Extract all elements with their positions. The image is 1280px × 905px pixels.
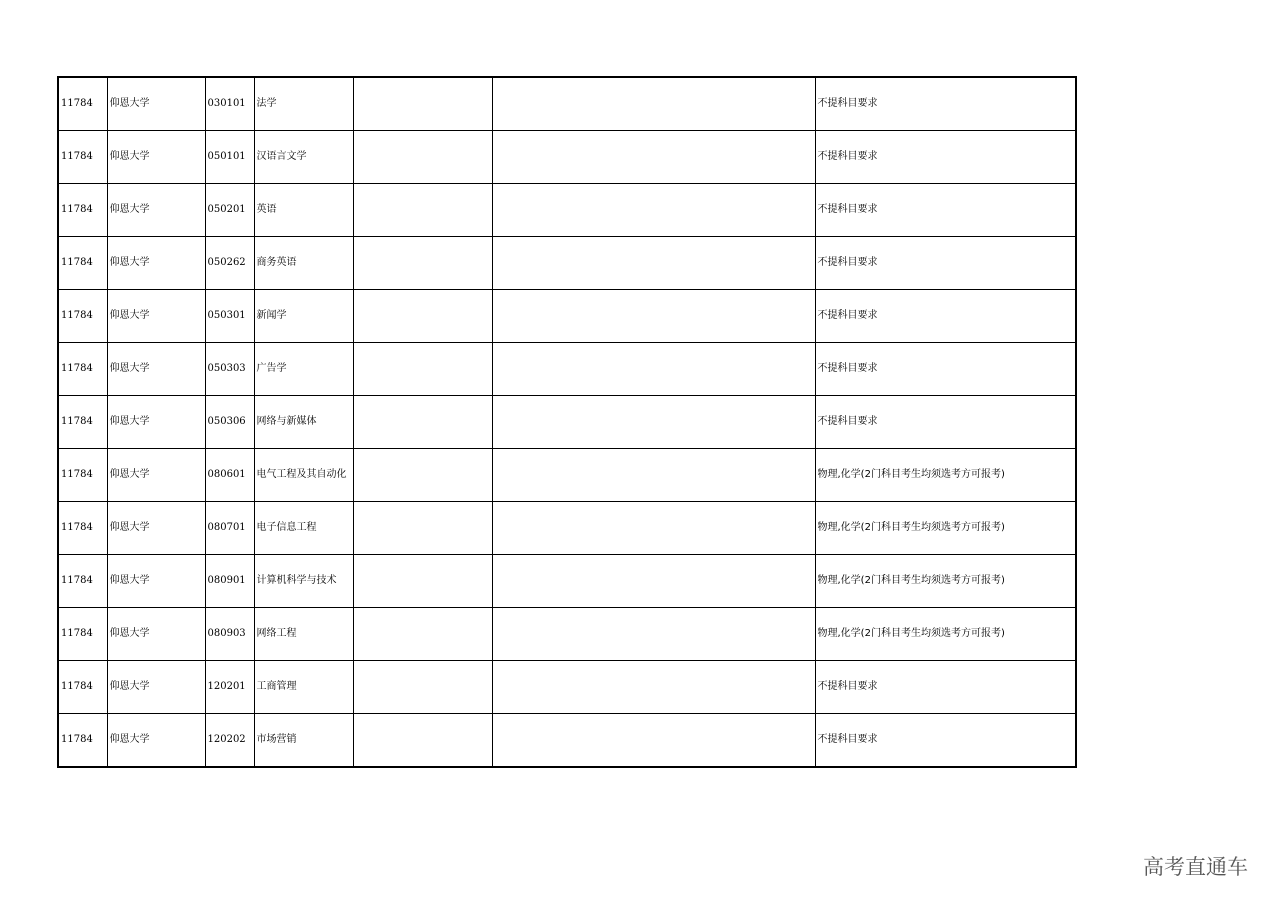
table-row <box>58 131 1076 184</box>
major-name-cell: 工商管理 <box>254 661 353 714</box>
school-code-cell: 11784 <box>58 184 107 237</box>
major-name-cell: 新闻学 <box>254 290 353 343</box>
table-row <box>58 237 1076 290</box>
school-name-cell: 仰恩大学 <box>107 237 205 290</box>
empty-cell-a <box>353 608 492 661</box>
major-name-cell: 汉语言文学 <box>254 131 353 184</box>
subject-requirement-cell: 不提科目要求 <box>815 343 1076 396</box>
empty-cell-a <box>353 555 492 608</box>
subject-requirement-cell: 不提科目要求 <box>815 396 1076 449</box>
major-name-cell: 电气工程及其自动化 <box>254 449 353 502</box>
subject-requirement-cell: 物理,化学(2门科目考生均须选考方可报考) <box>815 449 1076 502</box>
empty-cell-b <box>492 184 815 237</box>
subject-requirement-cell: 不提科目要求 <box>815 661 1076 714</box>
empty-cell-b <box>492 77 815 131</box>
school-code-cell: 11784 <box>58 449 107 502</box>
table-row <box>58 77 1076 131</box>
empty-cell-a <box>353 77 492 131</box>
major-name-cell: 网络工程 <box>254 608 353 661</box>
table-row <box>58 449 1076 502</box>
major-name-cell: 电子信息工程 <box>254 502 353 555</box>
empty-cell-a <box>353 237 492 290</box>
major-name-cell: 计算机科学与技术 <box>254 555 353 608</box>
empty-cell-b <box>492 131 815 184</box>
major-code-cell: 050306 <box>205 396 254 449</box>
major-code-cell: 050262 <box>205 237 254 290</box>
major-name-cell: 市场营销 <box>254 714 353 768</box>
requirements-table <box>57 76 1077 768</box>
school-name-cell: 仰恩大学 <box>107 343 205 396</box>
school-name-cell: 仰恩大学 <box>107 449 205 502</box>
major-code-cell: 030101 <box>205 77 254 131</box>
empty-cell-a <box>353 714 492 768</box>
table-body <box>58 77 1076 767</box>
empty-cell-b <box>492 396 815 449</box>
empty-cell-a <box>353 290 492 343</box>
major-code-cell: 080701 <box>205 502 254 555</box>
empty-cell-a <box>353 661 492 714</box>
empty-cell-b <box>492 714 815 768</box>
table-row <box>58 396 1076 449</box>
empty-cell-b <box>492 449 815 502</box>
table-row <box>58 608 1076 661</box>
major-code-cell: 080903 <box>205 608 254 661</box>
empty-cell-b <box>492 343 815 396</box>
table-row <box>58 502 1076 555</box>
major-code-cell: 050101 <box>205 131 254 184</box>
school-name-cell: 仰恩大学 <box>107 555 205 608</box>
empty-cell-a <box>353 343 492 396</box>
school-name-cell: 仰恩大学 <box>107 184 205 237</box>
school-code-cell: 11784 <box>58 290 107 343</box>
major-name-cell: 英语 <box>254 184 353 237</box>
table-row <box>58 343 1076 396</box>
major-code-cell: 050301 <box>205 290 254 343</box>
empty-cell-b <box>492 608 815 661</box>
school-name-cell: 仰恩大学 <box>107 77 205 131</box>
school-name-cell: 仰恩大学 <box>107 290 205 343</box>
empty-cell-b <box>492 502 815 555</box>
empty-cell-a <box>353 184 492 237</box>
major-code-cell: 050303 <box>205 343 254 396</box>
school-code-cell: 11784 <box>58 343 107 396</box>
empty-cell-b <box>492 555 815 608</box>
subject-requirement-cell: 物理,化学(2门科目考生均须选考方可报考) <box>815 608 1076 661</box>
school-code-cell: 11784 <box>58 237 107 290</box>
subject-requirement-cell: 不提科目要求 <box>815 714 1076 768</box>
table-row <box>58 290 1076 343</box>
major-code-cell: 080601 <box>205 449 254 502</box>
empty-cell-a <box>353 131 492 184</box>
empty-cell-a <box>353 396 492 449</box>
school-name-cell: 仰恩大学 <box>107 608 205 661</box>
school-name-cell: 仰恩大学 <box>107 714 205 768</box>
school-code-cell: 11784 <box>58 608 107 661</box>
school-code-cell: 11784 <box>58 714 107 768</box>
major-name-cell: 法学 <box>254 77 353 131</box>
major-code-cell: 120202 <box>205 714 254 768</box>
empty-cell-b <box>492 237 815 290</box>
empty-cell-a <box>353 502 492 555</box>
major-name-cell: 广告学 <box>254 343 353 396</box>
subject-requirement-cell: 不提科目要求 <box>815 184 1076 237</box>
school-code-cell: 11784 <box>58 77 107 131</box>
major-name-cell: 网络与新媒体 <box>254 396 353 449</box>
school-code-cell: 11784 <box>58 131 107 184</box>
table-row <box>58 184 1076 237</box>
empty-cell-b <box>492 290 815 343</box>
school-name-cell: 仰恩大学 <box>107 131 205 184</box>
empty-cell-b <box>492 661 815 714</box>
table-row <box>58 555 1076 608</box>
empty-cell-a <box>353 449 492 502</box>
major-code-cell: 080901 <box>205 555 254 608</box>
subject-requirement-cell: 不提科目要求 <box>815 77 1076 131</box>
school-code-cell: 11784 <box>58 396 107 449</box>
school-code-cell: 11784 <box>58 555 107 608</box>
subject-requirement-cell: 不提科目要求 <box>815 131 1076 184</box>
major-name-cell: 商务英语 <box>254 237 353 290</box>
table-row <box>58 661 1076 714</box>
subject-requirement-cell: 物理,化学(2门科目考生均须选考方可报考) <box>815 555 1076 608</box>
school-name-cell: 仰恩大学 <box>107 502 205 555</box>
school-name-cell: 仰恩大学 <box>107 396 205 449</box>
school-code-cell: 11784 <box>58 502 107 555</box>
school-code-cell: 11784 <box>58 661 107 714</box>
major-code-cell: 050201 <box>205 184 254 237</box>
watermark-text: 高考直通车 <box>1143 855 1248 879</box>
subject-requirement-cell: 不提科目要求 <box>815 290 1076 343</box>
major-code-cell: 120201 <box>205 661 254 714</box>
subject-requirement-cell: 物理,化学(2门科目考生均须选考方可报考) <box>815 502 1076 555</box>
school-name-cell: 仰恩大学 <box>107 661 205 714</box>
subject-requirement-cell: 不提科目要求 <box>815 237 1076 290</box>
table-row <box>58 714 1076 768</box>
